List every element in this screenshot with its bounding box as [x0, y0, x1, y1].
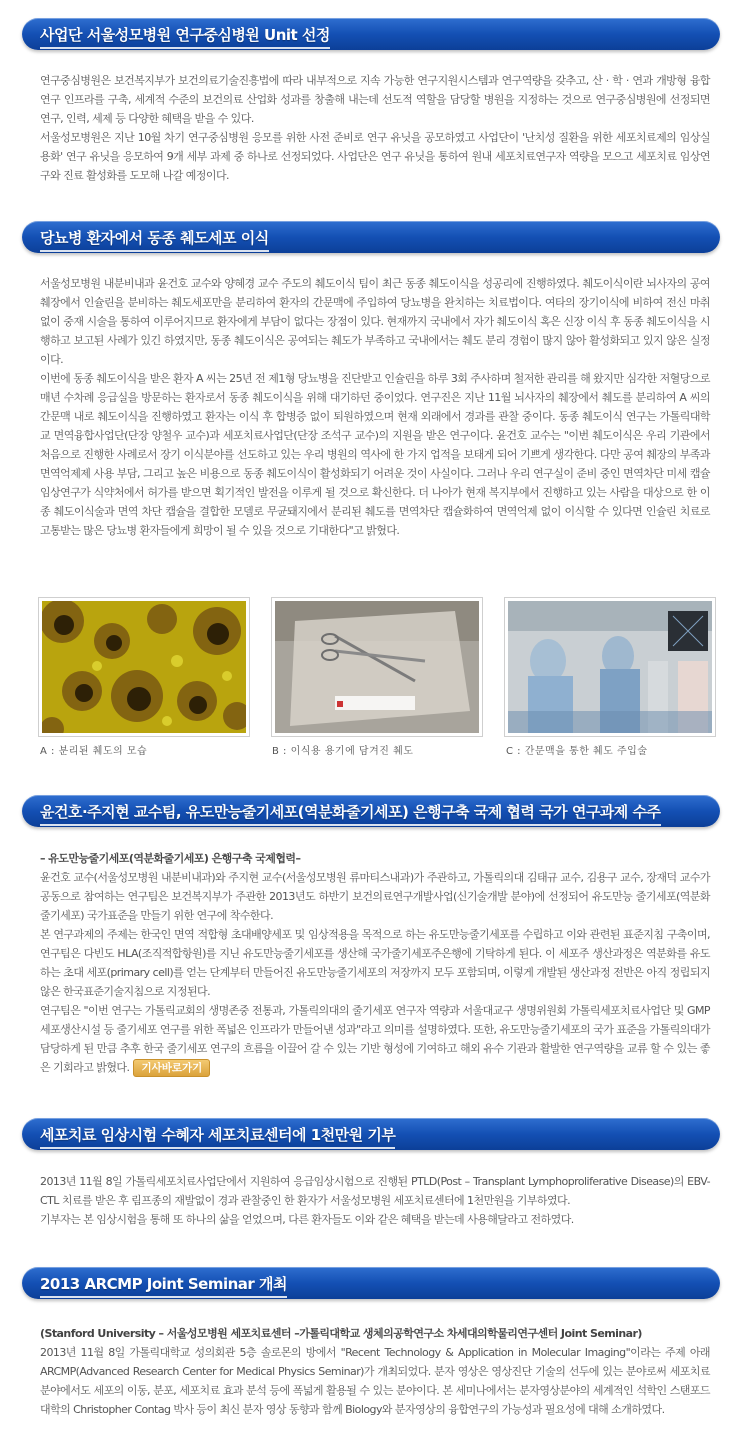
photo-islet-container — [271, 597, 483, 737]
photo-caption-a: A : 분리된 췌도의 모습 — [40, 746, 148, 757]
section-body-islet-transplant — [40, 274, 710, 540]
section-title: 세포치료 임상시험 수혜자 세포치료센터에 1천만원 기부 — [40, 1124, 395, 1149]
section-body-donation — [40, 1172, 710, 1229]
paragraph: 서울성모병원은 지난 10월 차기 연구중심병원 응모를 위한 사전 준비로 연구 유닛을 공모하였고 사업단이 '난치성 질환을 위한 세포치료제의 임상실용화' 연구 유닛을 응모하여 9개 세부 과제 중 하나로 선정되었다. 사업단은 연구 유닛을 통하여 원내 세포치료연구자 역량을 모으고 세포치료 임상연구와 진료 활성화를 도모해 나갈 예정이다. — [40, 131, 710, 182]
paragraph: 기부자는 본 임상시험을 통해 또 하나의 삶을 얻었으며, 다른 환자들도 이와 같은 혜택을 받는데 사용해달라고 전하였다. — [40, 1213, 574, 1226]
section-body-ipsc-research — [40, 849, 710, 1077]
section-body-arcmp-seminar — [40, 1324, 710, 1419]
photo-caption-c: C : 간문맥을 통한 췌도 주입술 — [506, 746, 648, 757]
section-title: 당뇨병 환자에서 동종 췌도세포 이식 — [40, 227, 269, 252]
paragraph: 본 연구과제의 주제는 한국인 면역 적합형 초대배양세포 및 임상적용을 목적으로 하는 유도만능줄기세포를 수립하고 이와 관련된 표준지침 구축이며, 연구팀은 다빈도 HLA(조직적합항원)를 지닌 유도만능줄기세포를 생산해 국가줄기세포주은행에 기탁하게 된다. 이 세포주 생산과정은 역분화를 유도하는 초대 세포(primary cell)를 얻는 단계부터 만들어진 유도만능줄기세포의 저장까지 모두 포함되며, 이렇게 개발된 생산과정 전반은 아직 정립되지 않은 한국표준기술지침으로 지정된다. — [40, 928, 710, 998]
section-banner-arcmp-seminar — [22, 1267, 720, 1299]
sub-heading: (Stanford University – 서울성모병원 세포치료센터 –가톨릭대학교 생체의공학연구소 차세대의학물리연구센터 Joint Seminar) — [40, 1327, 642, 1340]
photo-caption-b: B : 이식용 용기에 담겨진 췌도 — [272, 746, 414, 757]
paragraph-text: 연구팀은 "이번 연구는 가톨릭교회의 생명존중 전통과, 가톨릭의대의 줄기세포 연구자 역량과 서울대교구 생명위원회 가톨릭세포치료사업단 및 GMP 세포생산시설 등 줄기세포 연구를 위한 폭넓은 인프라가 만들어낸 성과"라고 의미를 설명하였다. 또한, 유도만능줄기세포의 국가 표준을 가톨릭의대가 담당하게 된 만큼 추후 한국 줄기세포 연구의 흐름을 이끌어 갈 수 있는 기반 형성에 기여하고 해외 유수 기관과 활발한 연구역량을 교류 할 수 있는 좋은 기회라고 밝혔다. — [40, 1004, 710, 1074]
sub-heading: – 유도만능줄기세포(역분화줄기세포) 은행구축 국제협력– — [40, 852, 301, 865]
paragraph: 2013년 11월 8일 가톨릭세포치료사업단에서 지원하여 응급임상시험으로 진행된 PTLD(Post – Transplant Lymphoproliferative Disease)의 EBV-CTL 치료를 받은 후 림프종의 재발없이 경과 관찰중인 한 환자가 서울성모병원 세포치료센터에 1천만원을 기부하였다. — [40, 1175, 710, 1207]
paragraph — [40, 1001, 710, 1077]
section-body-unit-selection — [40, 71, 710, 185]
paragraph: 2013년 11월 8일 가톨릭대학교 성의회관 5층 솔로몬의 방에서 "Recent Technology & Application in Molecular Imaging"이라는 주제 아래 ARCMP(Advanced Research Center for Medical Physics Seminar)가 개최되었다. 분자 영상은 영상진단 기술의 선두에 있는 분야로써 세포치료분야에서도 세포의 이동, 분포, 세포치료 효과 분석 등에 폭넓게 활용될 수 있는 분야이다. 본 세미나에서는 분자영상분야의 세계적인 석학인 스탠포드 대학의 Christopher Contag 박사 등이 최신 분자 영상 동향과 함께 Biology와 분자영상의 융합연구의 가능성과 필요성에 대해 소개하였다. — [40, 1346, 710, 1416]
section-title: 2013 ARCMP Joint Seminar 개최 — [40, 1273, 287, 1298]
photo-isolated-islets — [38, 597, 250, 737]
section-banner-ipsc-research — [22, 795, 720, 827]
procedure-room-image — [508, 601, 712, 733]
section-banner-islet-transplant — [22, 221, 720, 253]
islet-container-image — [275, 601, 479, 733]
paragraph: 이번에 동종 췌도이식을 받은 환자 A 씨는 25년 전 제1형 당뇨병을 진단받고 인슐린을 하루 3회 주사하며 철저한 관리를 해 왔지만 심각한 저혈당으로 매년 수차례 응급실을 방문하는 환자로서 동종 췌도이식을 위해 대기하던 중이었다. 연구진은 지난 11월 뇌사자의 췌장에서 췌도를 분리하여 A 씨의 간문맥 내로 췌도이식을 진행하였고 환자는 이식 후 합병증 없이 퇴원하였으며 현재 외래에서 경과를 관찰 중이다. 동종 췌도이식 연구는 가톨릭대학교 면역융합사업단(단장 양철우 교수)과 세포치료사업단(단장 조석구 교수)의 지원을 받은 연구이다. 윤건호 교수는 "이번 췌도이식은 우리 기관에서 처음으로 진행한 사례로서 장기 이식분야를 선도하고 있는 우리 병원의 역사에 한 가지 업적을 보태게 되어 기쁘게 생각한다. 다만 공여 췌장의 부족과 면역억제제 사용 부담, 그리고 높은 비용으로 동종 췌도이식이 활성화되기 어려운 것이 사실이다. 그러나 우리 연구실이 준비 중인 면역차단 미세 캡슐 임상연구가 식약처에서 허가를 받으면 획기적인 발전을 이루게 될 것으로 확신한다. 더 나아가 현재 복지부에서 진행하고 있는 사람을 대상으로 한 이종 췌도이식술과 면역 차단 캡슐을 결합한 모델로 무균돼지에서 분리된 췌도를 면역차단 캡슐화하여 면역억제 없이 이식할 수 있다면 인슐린 치료로 고통받는 많은 당뇨병 환자들에게 희망이 될 수 있을 것으로 기대한다"고 밝혔다. — [40, 372, 710, 537]
article-link-button[interactable]: 기사바로가기 — [133, 1059, 210, 1077]
photo-portal-vein-infusion — [504, 597, 716, 737]
paragraph: 윤건호 교수(서울성모병원 내분비내과)와 주지현 교수(서울성모병원 류마티스내과)가 주관하고, 가톨릭의대 김태규 교수, 김용구 교수, 장재덕 교수가 공동으로 참여하는 연구팀은 보건복지부가 주관한 2013년도 하반기 보건의료연구개발사업(신기술개발 분야)에 선정되어 유도만능 줄기세포(역분화줄기세포) 국가표준을 만들기 위한 연구에 착수한다. — [40, 871, 710, 922]
paragraph: 서울성모병원 내분비내과 윤건호 교수와 양혜경 교수 주도의 췌도이식 팀이 최근 동종 췌도이식을 성공리에 진행하였다. 췌도이식이란 뇌사자의 공여 췌장에서 인슐린을 분비하는 췌도세포만을 분리하여 환자의 간문맥에 주입하여 당뇨병을 완치하는 치료법이다. 여타의 장기이식에 비하여 전신 마취 없이 중재 시술을 통하여 이루어지므로 환자에게 부담이 없다는 장점이 있다. 현재까지 국내에서 자가 췌도이식 혹은 신장 이식 후 동종 췌도이식을 시행하고 보고된 사례가 있긴 하였지만, 동종 췌도이식은 공여되는 췌도가 부족하고 국내에서는 췌도 분리 경험이 많지 않아 활성화되고 있지 않은 실정이다. — [40, 277, 710, 366]
section-title: 사업단 서울성모병원 연구중심병원 Unit 선정 — [40, 24, 330, 49]
section-title: 윤건호·주지현 교수팀, 유도만능줄기세포(역분화줄기세포) 은행구축 국제 협력 국가 연구과제 수주 — [40, 801, 661, 826]
section-banner-donation — [22, 1118, 720, 1150]
paragraph: 연구중심병원은 보건복지부가 보건의료기술진흥법에 따라 내부적으로 지속 가능한 연구지원시스템과 연구역량을 갖추고, 산 · 학 · 연과 개방형 융합연구 인프라를 구축, 세계적 수준의 보건의료 산업화 성과를 창출해 내는데 선도적 역할을 담당할 병원을 지정하는 것으로 연구중심병원에 선정되면 연구, 인력, 세제 등 다양한 혜택을 받을 수 있다. — [40, 74, 710, 125]
islet-microscope-image — [42, 601, 246, 733]
section-banner-unit-selection — [22, 18, 720, 50]
